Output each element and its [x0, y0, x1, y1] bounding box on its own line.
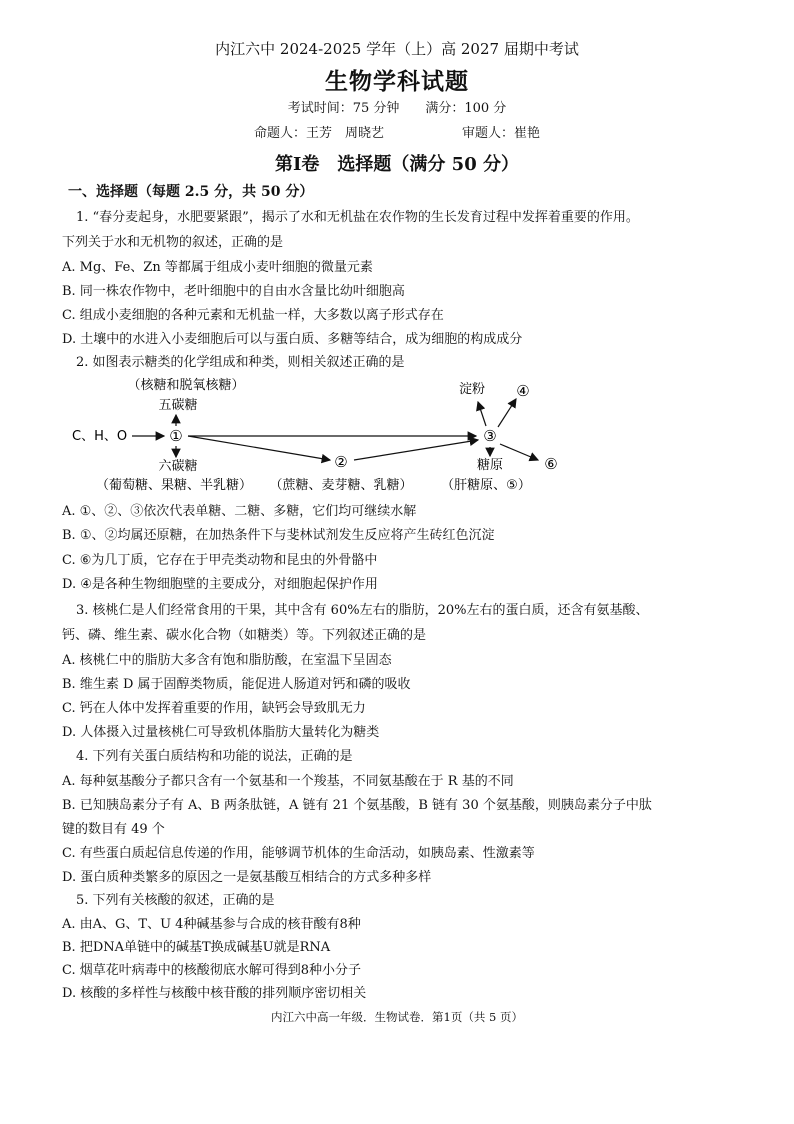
question-3-option-c: C. 钙在人体中发挥着重要的作用，缺钙会导致肌无力	[62, 701, 366, 716]
question-5-option-c: C. 烟草花叶病毒中的核酸彻底水解可得到8种小分子	[62, 963, 362, 978]
question-1-option-d: D. 土壤中的水进入小麦细胞后可以与蛋白质、多糖等结合，成为细胞的构成成分	[62, 332, 523, 347]
question-2-option-c: C. ⑥为几丁质，它存在于甲壳类动物和昆虫的外骨骼中	[62, 553, 378, 568]
authors: 命题人：王芳 周晓艺 审题人：崔艳	[253, 126, 540, 141]
starch-label: 淀粉	[458, 382, 486, 397]
hexose-note: （葡萄糖、果糖、半乳糖）	[95, 478, 253, 493]
school-line: 内江六中 2024-2025 学年（上）高 2027 届期中考试	[215, 40, 579, 58]
question-1-stem-cont: 下列关于水和无机物的叙述，正确的是	[62, 235, 284, 250]
question-1-stem: 1. “春分麦起身，水肥要紧跟”，揭示了水和无机盐在农作物的生长发育过程中发挥着重要的作用。	[76, 210, 639, 225]
page-title: 生物学科试题	[325, 68, 469, 95]
node-2: ②	[334, 453, 348, 471]
question-3-option-b: B. 维生素 D 属于固醇类物质，能促进人肠道对钙和磷的吸收	[62, 677, 411, 692]
question-4-option-c: C. 有些蛋白质起信息传递的作用，能够调节机体的生命活动，如胰岛素、性激素等	[62, 846, 535, 861]
question-4-option-a: A. 每种氨基酸分子都只含有一个氨基和一个羧基，不同氨基酸在于 R 基的不同	[62, 774, 514, 789]
node-3: ③	[483, 427, 497, 445]
question-5-stem: 5. 下列有关核酸的叙述，正确的是	[76, 893, 275, 908]
elements-label: C、H、O	[72, 429, 128, 444]
disaccharide-note: （蔗糖、麦芽糖、乳糖）	[269, 478, 413, 493]
question-1-option-a: A. Mg、Fe、Zn 等都属于组成小麦叶细胞的微量元素	[62, 260, 373, 275]
question-5-option-b: B. 把DNA单链中的碱基T换成碱基U就是RNA	[62, 940, 331, 955]
question-3-option-d: D. 人体摄入过量核桃仁可导致机体脂肪大量转化为糖类	[62, 725, 380, 740]
question-2-option-a: A. ①、②、③依次代表单糖、二糖、多糖，它们均可继续水解	[62, 504, 417, 519]
question-2-option-d: D. ④是各种生物细胞壁的主要成分，对细胞起保护作用	[62, 577, 378, 592]
sugar-diagram	[0, 372, 794, 502]
node-6: ⑥	[544, 455, 558, 473]
question-1-option-c: C. 组成小麦细胞的各种元素和无机盐一样，大多数以离子形式存在	[62, 308, 444, 323]
arrow-3-to-4	[498, 399, 516, 427]
question-4-option-d: D. 蛋白质种类繁多的原因之一是氨基酸互相结合的方式多种多样	[62, 870, 432, 885]
question-4-option-b: B. 已知胰岛素分子有 A、B 两条肽链，A 链有 21 个氨基酸，B 链有 30 个氨基酸，则胰岛素分子中肽	[62, 798, 652, 813]
exam-info: 考试时间：75 分钟 满分：100 分	[287, 101, 507, 116]
glycogen-label: 糖原	[476, 458, 504, 473]
question-2-stem: 2. 如图表示糖类的化学组成和种类，则相关叙述正确的是	[76, 355, 405, 370]
question-3-option-a: A. 核桃仁中的脂肪大多含有饱和脂肪酸，在室温下呈固态	[62, 653, 392, 668]
question-3-stem: 3. 核桃仁是人们经常食用的干果，其中含有 60%左右的脂肪，20%左右的蛋白质，还含有氨基酸、	[76, 603, 649, 618]
pentose-note: （核糖和脱氧核糖）	[127, 378, 245, 393]
arrow-3-to-starch	[478, 402, 486, 426]
glycogen-note: （肝糖原、⑤）	[441, 478, 531, 493]
question-1-option-b: B. 同一株农作物中，老叶细胞中的自由水含量比幼叶细胞高	[62, 284, 405, 299]
part-title: 第Ⅰ卷 选择题（满分 50 分）	[274, 154, 519, 175]
question-3-stem-cont: 钙、磷、维生素、碳水化合物（如糖类）等。下列叙述正确的是	[62, 628, 427, 643]
section-title: 一、选择题（每题 2.5 分，共 50 分）	[68, 184, 314, 200]
question-2-option-b: B. ①、②均属还原糖，在加热条件下与斐林试剂发生反应将产生砖红色沉淀	[62, 528, 495, 543]
question-4-stem: 4. 下列有关蛋白质结构和功能的说法，正确的是	[76, 749, 353, 764]
question-4-option-b-cont: 键的数目有 49 个	[62, 822, 165, 837]
arrow-1-to-2	[188, 436, 330, 460]
hexose-label: 六碳糖	[158, 459, 198, 474]
node-1: ①	[169, 427, 183, 445]
page-footer: 内江六中高一年级．生物试卷．第1页（共 5 页）	[271, 1010, 523, 1024]
arrow-3-to-6	[500, 444, 538, 460]
question-5-option-a: A. 由A、G、T、U 4种碱基参与合成的核苷酸有8种	[62, 917, 361, 932]
question-5-option-d: D. 核酸的多样性与核酸中核苷酸的排列顺序密切相关	[62, 986, 367, 1001]
pentose-label: 五碳糖	[158, 398, 198, 413]
arrow-2-to-3	[354, 440, 478, 460]
node-4: ④	[516, 382, 530, 400]
